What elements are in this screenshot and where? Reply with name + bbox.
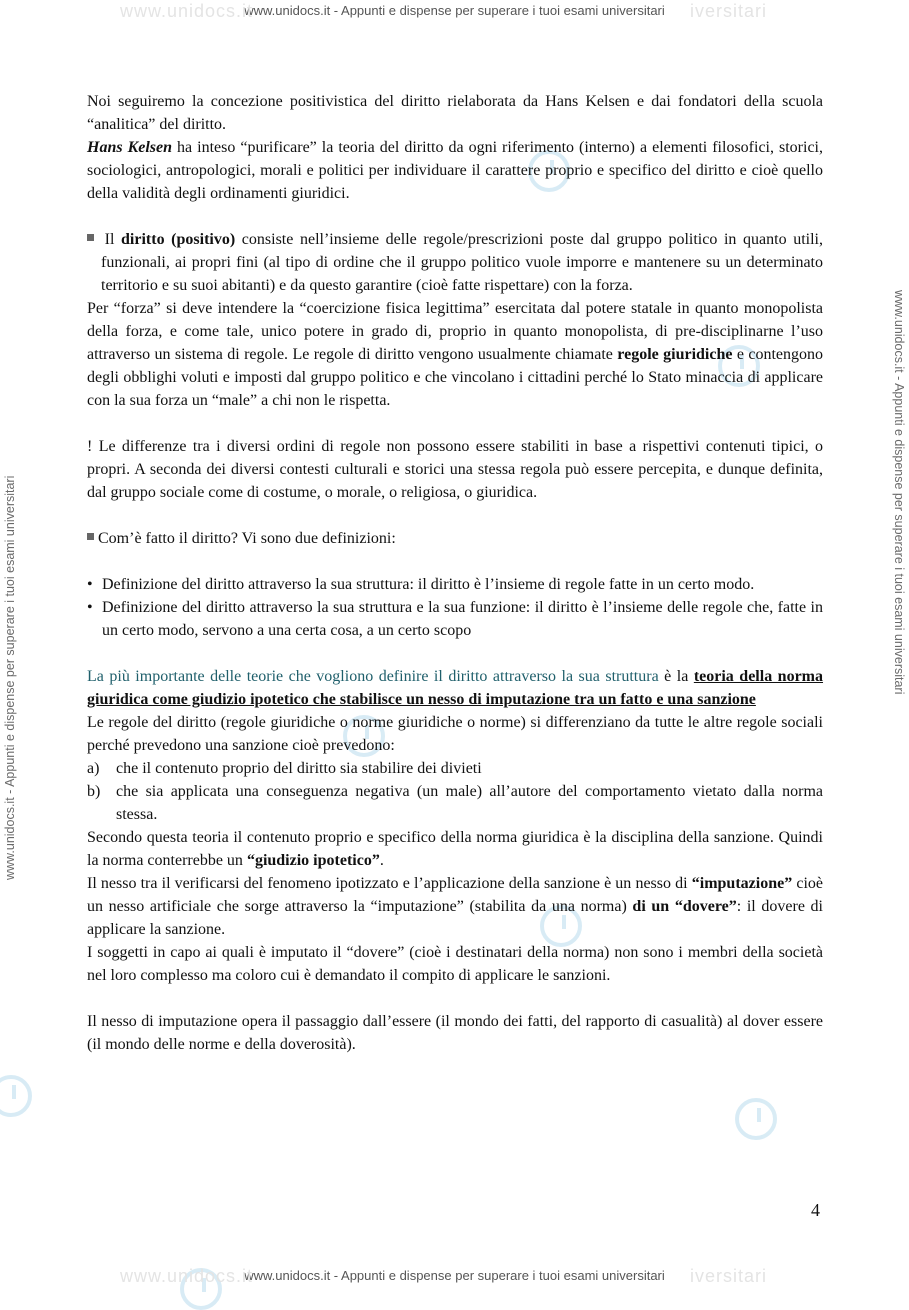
- square-bullet-icon: [87, 234, 94, 241]
- page-number: 4: [811, 1200, 820, 1220]
- teoria-norma-term: teoria della norma giuridica come giudizio ipotetico che stabilisce un nesso di imputazione tra un fatto e una sanzione: [87, 668, 824, 708]
- left-side-watermark: [0, 260, 20, 900]
- header-ghost-left: www.unidocs.it: [120, 1, 254, 21]
- regole-giuridiche-term: regole giuridiche: [617, 346, 733, 363]
- forza-paragraph: Per “forza” si deve intendere la “coercizione fisica legittima” esercitata dal potere statale in quanto monopolista della forza, e come tale, unico potere in grado di, proprio in quanto monopolista, di pre-disciplinarne l’uso attraverso un sistema di regole. Le regole di diritto vengono usualmente chiamate regole giuridiche e contengono degli obblighi voluti e imposti dal gruppo politico e che vincolano i cittadini perché lo Stato minaccia di applicare con la sua forza un “male” a chi non le rispetta.: [87, 300, 824, 409]
- right-side-watermark: [888, 260, 908, 900]
- unidocs-logo-icon: [0, 1075, 32, 1117]
- page-header-watermark: [0, 1, 909, 21]
- left-side-watermark-text: www.unidocs.it - Appunti e dispense per superare i tuoi esami universitari: [3, 475, 17, 880]
- square-bullet-icon: [87, 533, 94, 540]
- diritto-positivo-bullet: Il diritto (positivo) consiste nell’insieme delle regole/prescrizioni poste dal gruppo politico in quanto utili, funzionali, ai propri fini (al tipo di ordine che il gruppo politico vuole imporre e mantenere su un determinato territorio e su suoi abitanti) e da questo garantire (cioè fatte rispettare) con la forza.: [87, 228, 823, 297]
- list-item: a) che il contenuto proprio del diritto sia stabilire dei divieti: [87, 760, 482, 777]
- differenze-paragraph: ! Le differenze tra i diversi ordini di regole non possono essere stabiliti in base a rispettivi contenuti tipici, o propri. A seconda dei diversi contesti culturali e storici una stessa regola può essere percepita, e dunque definita, dal gruppo sociale come di costume, o morale, o religiosa, o giuridica.: [87, 438, 823, 501]
- regole-diritto-paragraph: Le regole del diritto (regole giuridiche o norme giuridiche o norme) si differenziano da tutte le altre regole sociali perché prevedono una sanzione cioè prevedono:: [87, 714, 823, 754]
- unidocs-logo-icon: [735, 1098, 777, 1140]
- kelsen-name: Hans Kelsen: [87, 139, 173, 156]
- kelsen-text: ha inteso “purificare” la teoria del diritto da ogni riferimento (interno) a elementi filosofici, storici, sociologici, antropologici, morali e politici per individuare il carattere proprio e specifico del diritto e cioè quello della validità degli ordinamenti giuridici.: [87, 139, 824, 202]
- document-body: [87, 90, 823, 1056]
- list-item: b) che sia applicata una conseguenza negativa (un male) all’autore del comportamento vietato dalla norma stessa.: [87, 783, 823, 823]
- header-text: www.unidocs.it - Appunti e dispense per superare i tuoi esami universitari: [244, 3, 665, 18]
- teoria-paragraph: La più importante delle teorie che vogliono definire il diritto attraverso la sua struttura è la teoria della norma giuridica come giudizio ipotetico che stabilisce un nesso di imputazione tra un fatto e una sanzione: [87, 668, 824, 708]
- intro-paragraph: Noi seguiremo la concezione positivistica del diritto rielaborata da Hans Kelsen e dai fondatori della scuola “analitica” del diritto.: [87, 93, 823, 133]
- header-ghost-right: iversitari: [690, 1, 768, 21]
- footer-text: www.unidocs.it - Appunti e dispense per superare i tuoi esami universitari: [244, 1268, 665, 1283]
- footer-ghost-left: www.unidocs.it: [120, 1266, 254, 1286]
- definizioni-question: Com’è fatto il diritto? Vi sono due definizioni:: [87, 527, 823, 550]
- page-footer-watermark: [0, 1266, 909, 1286]
- imputazione-paragraph: Il nesso tra il verificarsi del fenomeno ipotizzato e l’applicazione della sanzione è un nesso di “imputazione” cioè un nesso artificiale che sorge attraverso la “imputazione” (stabilita da una norma) di un “dovere”: il dovere di applicare la sanzione.: [87, 875, 824, 938]
- right-side-watermark-text: www.unidocs.it - Appunti e dispense per superare i tuoi esami universitari: [892, 290, 906, 695]
- diritto-positivo-term: diritto (positivo): [121, 231, 236, 248]
- giudizio-ipotetico-paragraph: Secondo questa teoria il contenuto proprio e specifico della norma giuridica è la disciplina della sanzione. Quindi la norma conterrebbe un “giudizio ipotetico”.: [87, 829, 823, 869]
- nesso-paragraph: Il nesso di imputazione opera il passaggio dall’essere (il mondo dei fatti, del rapporto di casualità) al dover essere (il mondo delle norme e della doverosità).: [87, 1013, 823, 1053]
- list-item: • Definizione del diritto attraverso la sua struttura: il diritto è l’insieme di regole fatte in un certo modo.: [87, 576, 755, 593]
- footer-ghost-right: iversitari: [690, 1266, 768, 1286]
- kelsen-paragraph: [87, 136, 823, 205]
- list-item: • Definizione del diritto attraverso la sua struttura e la sua funzione: il diritto è l’insieme delle regole che, fatte in un certo modo, servono a una certa cosa, a un certo scopo: [87, 599, 823, 639]
- soggetti-paragraph: I soggetti in capo ai quali è imputato il “dovere” (cioè i destinatari della norma) non sono i membri della società nel loro complesso ma coloro cui è demandato il compito di applicare le sanzioni.: [87, 944, 823, 984]
